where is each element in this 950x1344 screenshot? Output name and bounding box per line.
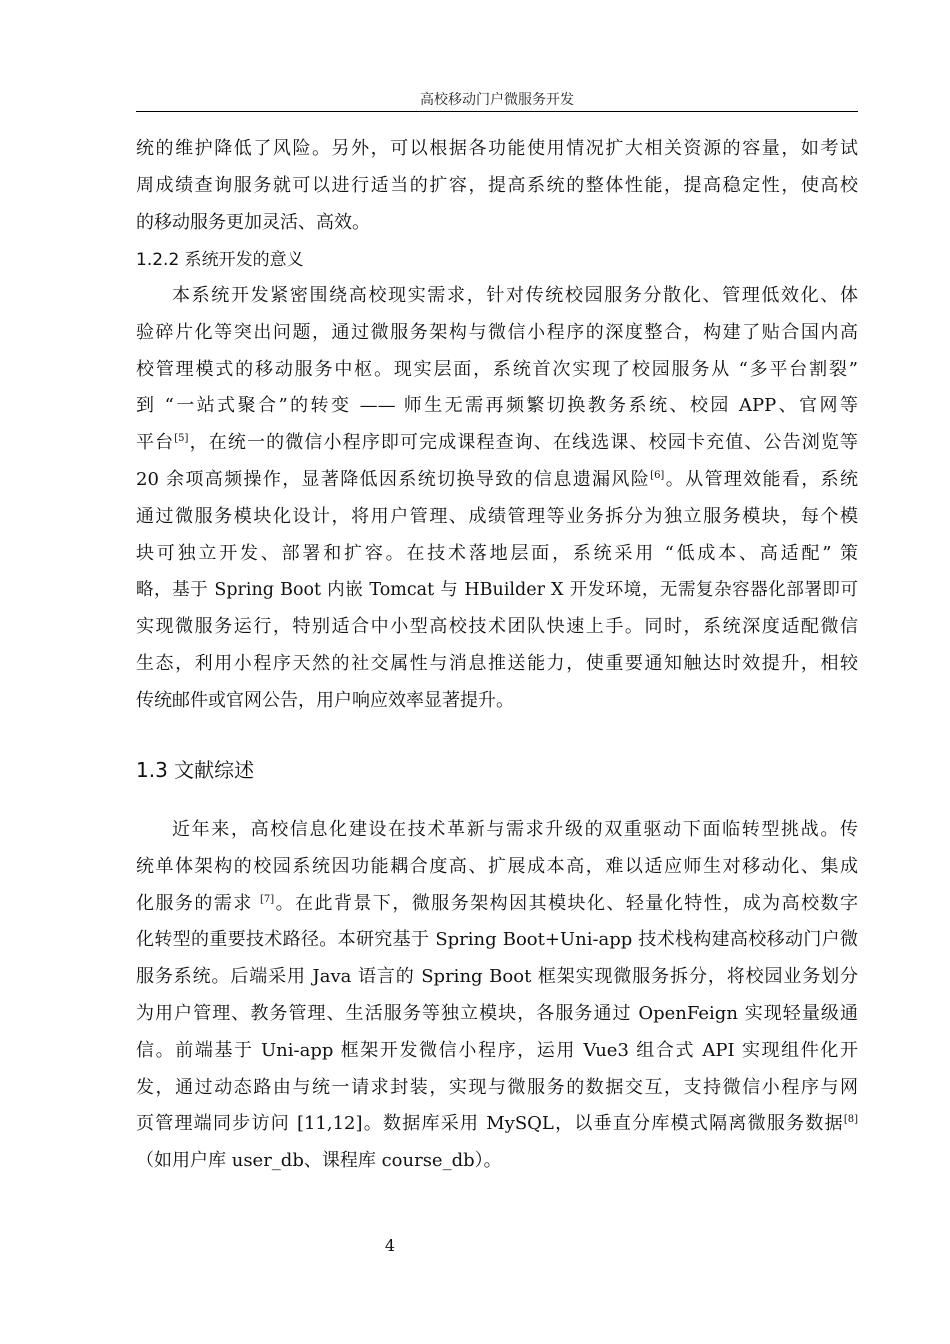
citation-ref: [8] xyxy=(843,1114,858,1126)
text-run: 。在此背景下，微服务架构因其模块化、轻量化特性，成为高校数字 xyxy=(274,892,858,914)
citation-ref: [7] xyxy=(259,893,275,905)
text-line: 的移动服务更加灵活、高效。 xyxy=(136,211,370,233)
text-line: 近年来，高校信息化建设在技术革新与需求升级的双重驱动下面临转型挑战。传 xyxy=(172,819,858,840)
text-line: 为用户管理、教务管理、生活服务等独立模块，各服务通过 OpenFeign 实现轻量级通 xyxy=(136,1002,858,1024)
text-line: 校管理模式的移动服务中枢。现实层面，系统首次实现了校园服务从 “多平台割裂” xyxy=(136,358,858,380)
text-line xyxy=(136,1106,858,1143)
text-run: 平台 xyxy=(136,432,175,454)
citation-ref: [6] xyxy=(650,469,665,481)
text-line: 发，通过动态路由与统一请求封装，实现与微服务的数据交互，支持微信小程序与网 xyxy=(136,1076,858,1098)
literature-review-paragraph xyxy=(136,812,858,1180)
page-number: 4 xyxy=(384,1236,396,1255)
text-line: 统单体架构的校园系统因功能耦合度高、扩展成本高，难以适应师生对移动化、集成 xyxy=(136,855,858,877)
text-line: 实现微服务运行，特别适合中小型高校技术团队快速上手。同时，系统深度适配微信 xyxy=(136,616,858,638)
text-line: 块可独立开发、部署和扩容。在技术落地层面，系统采用 “低成本、高适配” 策 xyxy=(136,542,858,564)
significance-paragraph xyxy=(136,278,858,720)
text-line: 生态，利用小程序天然的社交属性与消息推送能力，使重要通知触达时效提升，相较 xyxy=(136,652,858,674)
text-line: 验碎片化等突出问题，通过微服务架构与微信小程序的深度整合，构建了贴合国内高 xyxy=(136,321,858,343)
text-run: 页管理端同步访问 [11,12]。数据库采用 MySQL，以垂直分库模式隔离微服务数据 xyxy=(136,1113,844,1135)
header-rule xyxy=(136,111,858,112)
citation-ref: [5] xyxy=(174,433,189,445)
text-run: ，在统一的微信小程序即可完成课程查询、在线选课、校园卡充值、公告浏览等 xyxy=(188,432,858,454)
text-line: 信。前端基于 Uni-app 框架开发微信小程序，运用 Vue3 组合式 API 实现组件化开 xyxy=(136,1039,858,1061)
text-line: 服务系统。后端采用 Java 语言的 Spring Boot 框架实现微服务拆分，将校园业务划分 xyxy=(136,966,858,988)
text-line: 通过微服务模块化设计，将用户管理、成绩管理等业务拆分为独立服务模块，每个模 xyxy=(136,505,858,527)
text-line xyxy=(136,462,858,499)
text-line: 到 “一站式聚合”的转变 —— 师生无需再频繁切换教务系统、校园 APP、官网等 xyxy=(136,395,858,417)
running-header: 高校移动门户微服务开发 xyxy=(420,92,574,108)
text-line xyxy=(136,425,858,462)
text-line: 本系统开发紧密围绕高校现实需求，针对传统校园服务分散化、管理低效化、体 xyxy=(172,285,858,306)
text-line: 化转型的重要技术路径。本研究基于 Spring Boot+Uni-app 技术栈构建高校移动门户微 xyxy=(136,929,858,951)
text-line: 统的维护降低了风险。另外，可以根据各功能使用情况扩大相关资源的容量，如考试 xyxy=(136,138,858,159)
intro-paragraph xyxy=(136,131,858,241)
text-run: 化服务的需求 xyxy=(136,892,260,914)
section-heading-1-3: 1.3 文献综述 xyxy=(136,758,255,782)
section-heading-1-2-2: 1.2.2 系统开发的意义 xyxy=(136,250,304,270)
text-run: 20 余项高频操作，显著降低因系统切换导致的信息遗漏风险 xyxy=(136,468,651,490)
text-line: 略，基于 Spring Boot 内嵌 Tomcat 与 HBuilder X 开发环境，无需复杂容器化部署即可 xyxy=(136,580,858,601)
text-line: （如用户库 user_db、课程库 course_db）。 xyxy=(136,1150,502,1172)
text-run: 。从管理效能看，系统 xyxy=(664,468,858,490)
text-line: 周成绩查询服务就可以进行适当的扩容，提高系统的整体性能，提高稳定性，使高校 xyxy=(136,174,858,196)
text-line: 传统邮件或官网公告，用户响应效率显著提升。 xyxy=(136,689,514,711)
text-line xyxy=(136,886,858,923)
